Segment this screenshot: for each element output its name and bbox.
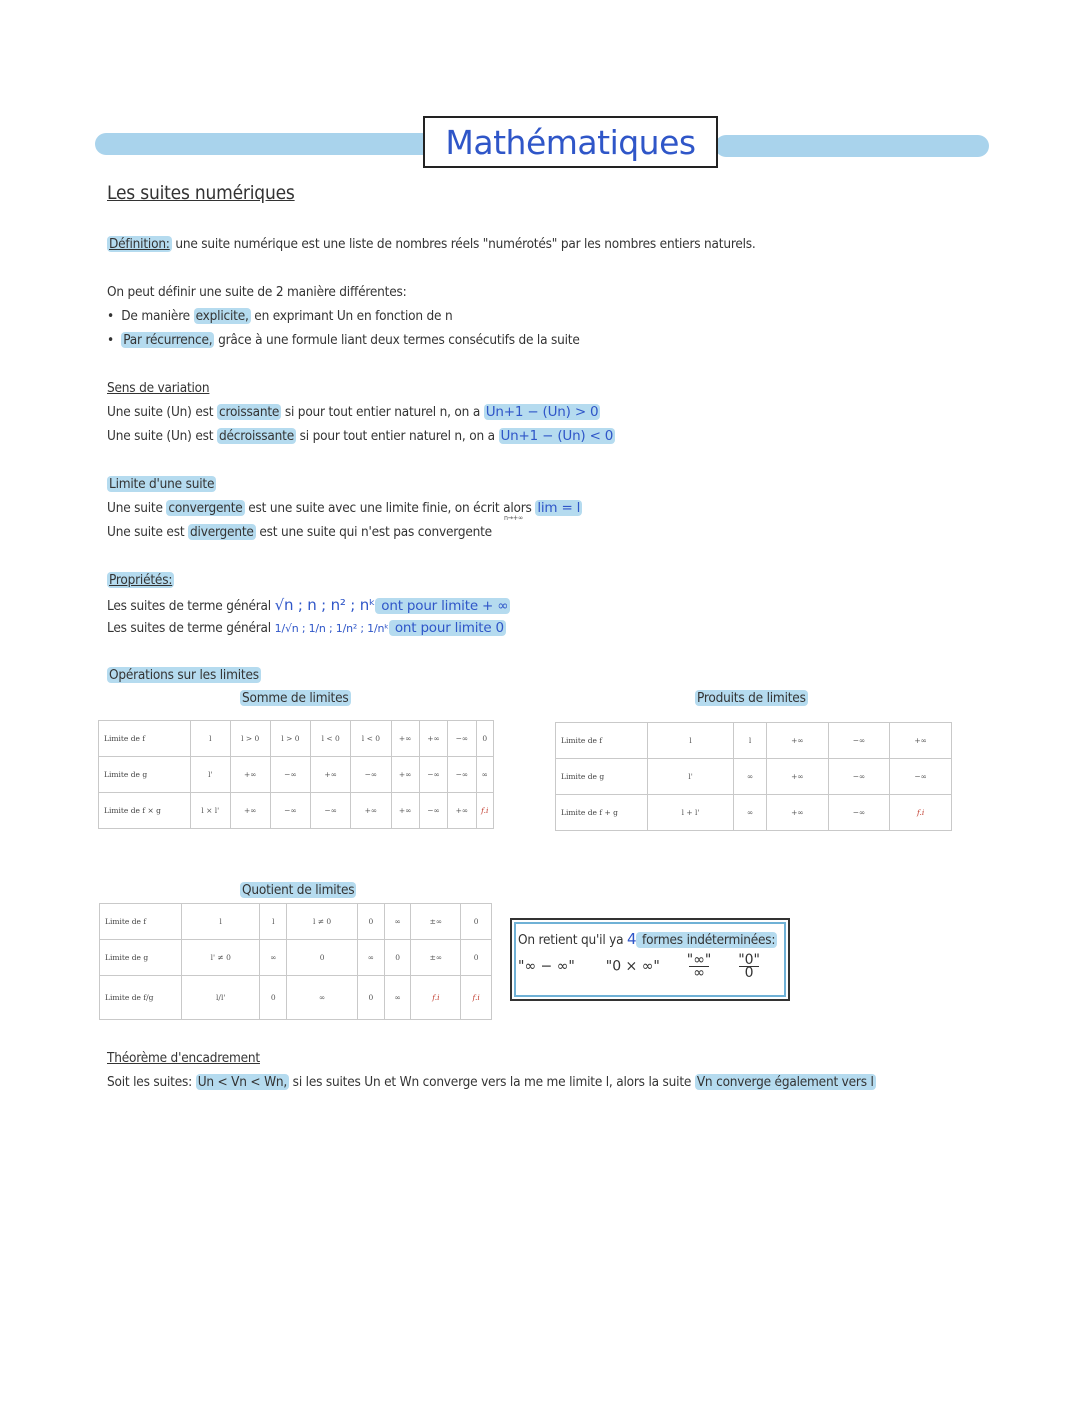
- table-cell: f.i: [476, 793, 493, 829]
- table-cell: −∞: [270, 757, 310, 793]
- table-cell: +∞: [767, 795, 829, 831]
- page-title-box: [423, 116, 718, 168]
- indeterminate-forms-row: [518, 954, 760, 979]
- table-cell: −∞: [828, 759, 890, 795]
- variation-line2-a: Une suite (Un) est: [107, 428, 217, 444]
- table-cell: +∞: [391, 721, 419, 757]
- table-cell: −∞: [351, 757, 391, 793]
- limite-line2-a: Une suite est: [107, 524, 189, 540]
- table-cell: 0: [358, 904, 385, 940]
- limite-line1-a: Une suite: [107, 500, 167, 516]
- table-cell: +∞: [230, 793, 270, 829]
- proprietes-line-1: [107, 596, 510, 614]
- item2-highlight: Par récurrence,: [123, 332, 213, 348]
- table-cell: l: [734, 723, 767, 759]
- operations-title: [107, 667, 261, 683]
- table-cell: Limite de f/g: [100, 976, 182, 1020]
- table-cell: l > 0: [230, 721, 270, 757]
- table-row: [100, 904, 492, 940]
- proprietes-title-text: Propriétés:: [109, 572, 173, 588]
- limite-line1-math: lim = l: [537, 500, 581, 516]
- indet-text-a: On retient qu'il ya: [518, 932, 628, 948]
- bullet-icon: •: [107, 332, 122, 348]
- table-cell: +∞: [890, 723, 952, 759]
- frac-den: ∞: [693, 965, 705, 981]
- theoreme-text: [107, 1074, 876, 1090]
- limite-line-2: [107, 524, 492, 540]
- item2-text-b: grâce à une formule liant deux termes consécutifs de la suite: [214, 332, 580, 348]
- table-cell: +∞: [351, 793, 391, 829]
- table-row: [99, 793, 494, 829]
- table-row: [556, 759, 952, 795]
- variation-line1-a: Une suite (Un) est: [107, 404, 217, 420]
- theoreme-text-b: si les suites Un et Wn converge vers la me me limite l, alors la suite: [289, 1074, 695, 1090]
- form-inf-minus-inf: "∞ − ∞": [518, 958, 575, 975]
- table-cell: l': [648, 759, 734, 795]
- table-cell: l + l': [648, 795, 734, 831]
- table-cell: +∞: [767, 723, 829, 759]
- table-cell: ∞: [384, 976, 411, 1020]
- table-cell: +∞: [767, 759, 829, 795]
- table-cell: −∞: [448, 757, 476, 793]
- page-title: Mathématiques: [445, 122, 696, 162]
- item1-text-b: en exprimant Un en fonction de n: [250, 308, 453, 324]
- quotient-title-text: Quotient de limites: [242, 882, 355, 898]
- table-cell: −∞: [419, 757, 447, 793]
- bullet-icon: •: [107, 308, 122, 324]
- somme-table: [98, 720, 494, 829]
- table-cell: 0: [384, 940, 411, 976]
- table-cell: Limite de f: [100, 904, 182, 940]
- item1-highlight: explicite,: [195, 308, 249, 324]
- table-cell: 0: [287, 940, 358, 976]
- table-cell: 0: [461, 940, 492, 976]
- table-cell: l: [260, 904, 287, 940]
- table-cell: +∞: [419, 721, 447, 757]
- table-cell: f.i: [411, 976, 461, 1020]
- table-cell: −∞: [311, 793, 351, 829]
- quotient-table: [99, 903, 492, 1020]
- table-cell: l < 0: [351, 721, 391, 757]
- variation-line2-math: Un+1 − (Un) < 0: [500, 428, 614, 444]
- theoreme-text-a: Soit les suites:: [107, 1074, 196, 1090]
- table-cell: ∞: [476, 757, 493, 793]
- table-cell: Limite de g: [99, 757, 191, 793]
- somme-title: [240, 690, 351, 706]
- table-cell: ∞: [358, 940, 385, 976]
- definir-item-recurrence: [107, 332, 580, 348]
- proprietes-line2-math: 1/√n ; 1/n ; 1/n² ; 1/nᵏ: [274, 622, 389, 635]
- produits-title-text: Produits de limites: [697, 690, 806, 706]
- indeterminate-intro: [518, 930, 777, 948]
- table-cell: ∞: [287, 976, 358, 1020]
- proprietes-line2-b: ont pour limite 0: [390, 620, 504, 636]
- table-cell: ±∞: [411, 940, 461, 976]
- table-cell: ∞: [734, 795, 767, 831]
- definition-text: une suite numérique est une liste de nombres réels "numérotés" par les nombres entiers naturels.: [171, 236, 756, 252]
- table-cell: +∞: [448, 793, 476, 829]
- table-cell: −∞: [890, 759, 952, 795]
- table-cell: ∞: [734, 759, 767, 795]
- theoreme-title: [107, 1050, 260, 1066]
- proprietes-line1-a: Les suites de terme général: [107, 598, 275, 614]
- table-row: [99, 721, 494, 757]
- frac-num: "0": [738, 952, 760, 968]
- definition-label: Définition:: [109, 236, 170, 252]
- definition-paragraph: [107, 236, 756, 252]
- table-cell: +∞: [391, 757, 419, 793]
- table-cell: l/l': [182, 976, 260, 1020]
- table-cell: l: [191, 721, 231, 757]
- header-bar-right: [715, 135, 989, 157]
- table-cell: +∞: [311, 757, 351, 793]
- table-row: [556, 723, 952, 759]
- table-cell: Limite de f: [99, 721, 191, 757]
- variation-line1-math: Un+1 − (Un) > 0: [485, 404, 599, 420]
- table-cell: l ≠ 0: [287, 904, 358, 940]
- variation-line1-b: si pour tout entier naturel n, on a: [281, 404, 484, 420]
- limite-line2-b: est une suite qui n'est pas convergente: [255, 524, 492, 540]
- table-cell: l × l': [191, 793, 231, 829]
- table-cell: +∞: [230, 757, 270, 793]
- table-cell: l > 0: [270, 721, 310, 757]
- table-row: [556, 795, 952, 831]
- variation-line2-b: si pour tout entier naturel n, on a: [295, 428, 499, 444]
- limite-line2-hl: divergente: [190, 524, 254, 540]
- proprietes-line2-a: Les suites de terme général: [107, 620, 275, 636]
- theoreme-text-hl: Un < Vn < Wn,: [197, 1074, 288, 1090]
- table-cell: ±∞: [411, 904, 461, 940]
- table-row: [100, 940, 492, 976]
- proprietes-line1-math: √n ; n ; n² ; nᵏ: [274, 596, 376, 614]
- header-bar-left: [95, 133, 435, 155]
- table-cell: 0: [476, 721, 493, 757]
- variation-line2-hl: décroissante: [218, 428, 294, 444]
- form-zero-times-inf: "0 × ∞": [605, 958, 660, 975]
- proprietes-title: [107, 572, 174, 588]
- produits-title: [695, 690, 808, 706]
- table-cell: −∞: [828, 795, 890, 831]
- table-cell: +∞: [391, 793, 419, 829]
- table-cell: l: [182, 904, 260, 940]
- table-row: [99, 757, 494, 793]
- table-cell: −∞: [828, 723, 890, 759]
- table-cell: ∞: [260, 940, 287, 976]
- table-cell: l: [648, 723, 734, 759]
- form-zero-over-zero: [738, 954, 760, 979]
- table-cell: l < 0: [311, 721, 351, 757]
- table-cell: Limite de f: [556, 723, 648, 759]
- variation-title: [107, 380, 209, 396]
- limite-sub: n→+∞: [504, 514, 523, 522]
- indet-highlight: formes indéterminées:: [638, 932, 776, 948]
- section-title: Les suites numériques: [107, 182, 295, 204]
- proprietes-line-2: [107, 620, 506, 636]
- variation-title-text: Sens de variation: [107, 380, 210, 396]
- limite-line1-b: est une suite avec une limite finie, on écrit alors: [244, 500, 536, 516]
- variation-line-2: [107, 428, 615, 444]
- table-cell: Limite de g: [556, 759, 648, 795]
- indet-count: 4: [627, 930, 637, 948]
- table-cell: l': [191, 757, 231, 793]
- somme-title-text: Somme de limites: [242, 690, 349, 706]
- table-cell: Limite de g: [100, 940, 182, 976]
- table-cell: 0: [461, 904, 492, 940]
- table-cell: ∞: [384, 904, 411, 940]
- table-cell: −∞: [270, 793, 310, 829]
- table-row: [100, 976, 492, 1020]
- limite-line1-hl: convergente: [168, 500, 243, 516]
- definir-item-explicite: [107, 308, 452, 324]
- table-cell: 0: [358, 976, 385, 1020]
- table-cell: f.i: [461, 976, 492, 1020]
- variation-line-1: [107, 404, 600, 420]
- table-cell: −∞: [448, 721, 476, 757]
- limite-title: [107, 476, 216, 492]
- quotient-title: [240, 882, 356, 898]
- table-cell: 0: [260, 976, 287, 1020]
- form-inf-over-inf: [687, 954, 712, 979]
- table-cell: Limite de f + g: [556, 795, 648, 831]
- frac-den: 0: [744, 965, 754, 981]
- produits-table: [555, 722, 952, 831]
- theoreme-title-text: Théorème d'encadrement: [107, 1050, 260, 1066]
- limite-title-text: Limite d'une suite: [109, 476, 215, 492]
- definir-intro: On peut définir une suite de 2 manière différentes:: [107, 284, 407, 300]
- table-cell: Limite de f × g: [99, 793, 191, 829]
- theoreme-text-hl2: Vn converge également vers l: [696, 1074, 874, 1090]
- frac-num: "∞": [686, 952, 712, 968]
- table-cell: −∞: [419, 793, 447, 829]
- variation-line1-hl: croissante: [218, 404, 280, 420]
- table-cell: f.i: [890, 795, 952, 831]
- operations-title-text: Opérations sur les limites: [109, 667, 259, 683]
- item1-text-a: De manière: [121, 308, 194, 324]
- indeterminate-forms-box: [510, 918, 790, 1001]
- table-cell: l' ≠ 0: [182, 940, 260, 976]
- proprietes-line1-b: ont pour limite + ∞: [377, 598, 509, 614]
